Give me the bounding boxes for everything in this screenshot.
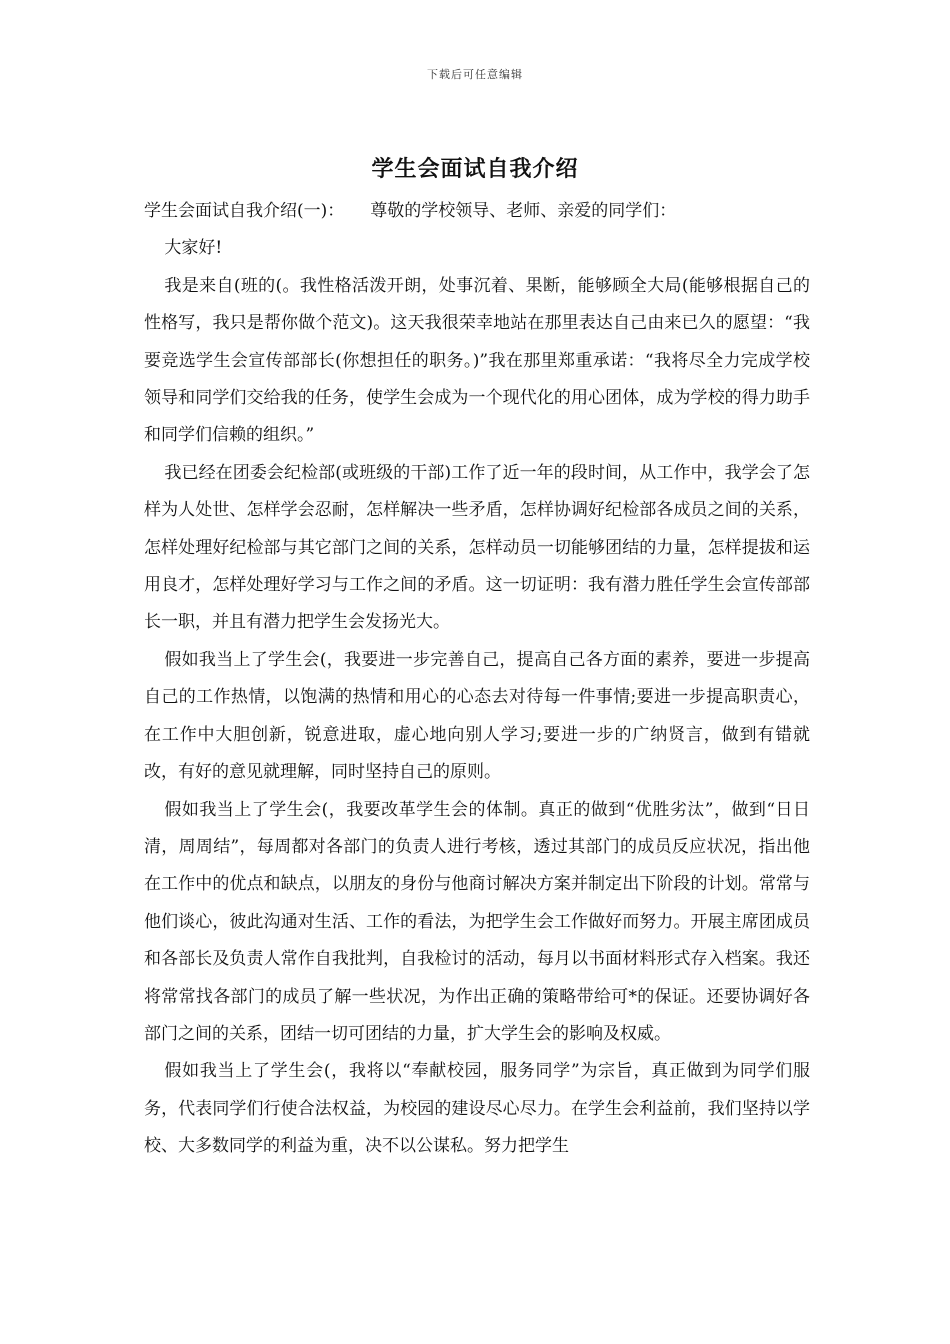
- paragraph: 假如我当上了学生会(，我要进一步完善自己，提高自己各方面的素养，要进一步提高自己的工作热情，以饱满的热情和用心的心态去对待每一件事情;要进一步提高职责心，在工作中大胆创新，锐意进取，虚心地向别人学习;要进一步的广纳贤言，做到有错就改，有好的意见就理解，同时坚持自己的原则。: [144, 649, 810, 783]
- salutation: 尊敬的学校领导、老师、亲爱的同学们：: [370, 201, 677, 221]
- paragraph: 我是来自(班的(。我性格活泼开朗，处事沉着、果断，能够顾全大局(能够根据自己的性格写，我只是帮你做个范文)。这天我很荣幸地站在那里表达自己由来已久的愿望：“我要竞选学生会宣传部部长(你想担任的职务。)”我在那里郑重承诺：“我将尽全力完成学校领导和同学们交给我的任务，使学生会成为一个现代化的用心团体，成为学校的得力助手和同学们信赖的组织。”: [144, 275, 810, 446]
- paragraph: 假如我当上了学生会(，我要改革学生会的体制。真正的做到“优胜劣汰”，做到“日日清，周周结”，每周都对各部门的负责人进行考核，透过其部门的成员反应状况，指出他在工作中的优点和缺点，以朋友的身份与他商讨解决方案并制定出下阶段的计划。常常与他们谈心，彼此沟通对生活、工作的看法，为把学生会工作做好而努力。开展主席团成员和各部长及负责人常作自我批判，自我检讨的活动，每月以书面材料形式存入档案。我还将常常找各部门的成员了解一些状况，为作出正确的策略带给可*的保证。还要协调好各部门之间的关系，团结一切可团结的力量，扩大学生会的影响及权威。: [144, 799, 810, 1044]
- salutation-line: [144, 193, 810, 230]
- intro-heading: 学生会面试自我介绍(一)：: [144, 201, 345, 221]
- paragraph: 假如我当上了学生会(，我将以“奉献校园，服务同学”为宗旨，真正做到为同学们服务，代表同学们行使合法权益，为校园的建设尽心尽力。在学生会利益前，我们坚持以学校、大多数同学的利益为重，决不以公谋私。努力把学生: [144, 1061, 810, 1157]
- paragraph: 我已经在团委会纪检部(或班级的干部)工作了近一年的段时间，从工作中，我学会了怎样为人处世、怎样学会忍耐，怎样解决一些矛盾，怎样协调好纪检部各成员之间的关系，怎样处理好纪检部与其它部门之间的关系，怎样动员一切能够团结的力量，怎样提拔和运用良才，怎样处理好学习与工作之间的矛盾。这一切证明：我有潜力胜任学生会宣传部部长一职，并且有潜力把学生会发扬光大。: [144, 462, 810, 633]
- document-body: [144, 193, 810, 1166]
- paragraph: 大家好!: [164, 238, 223, 259]
- header-note: 下载后可任意编辑: [427, 68, 523, 81]
- document-title: 学生会面试自我介绍: [371, 156, 579, 182]
